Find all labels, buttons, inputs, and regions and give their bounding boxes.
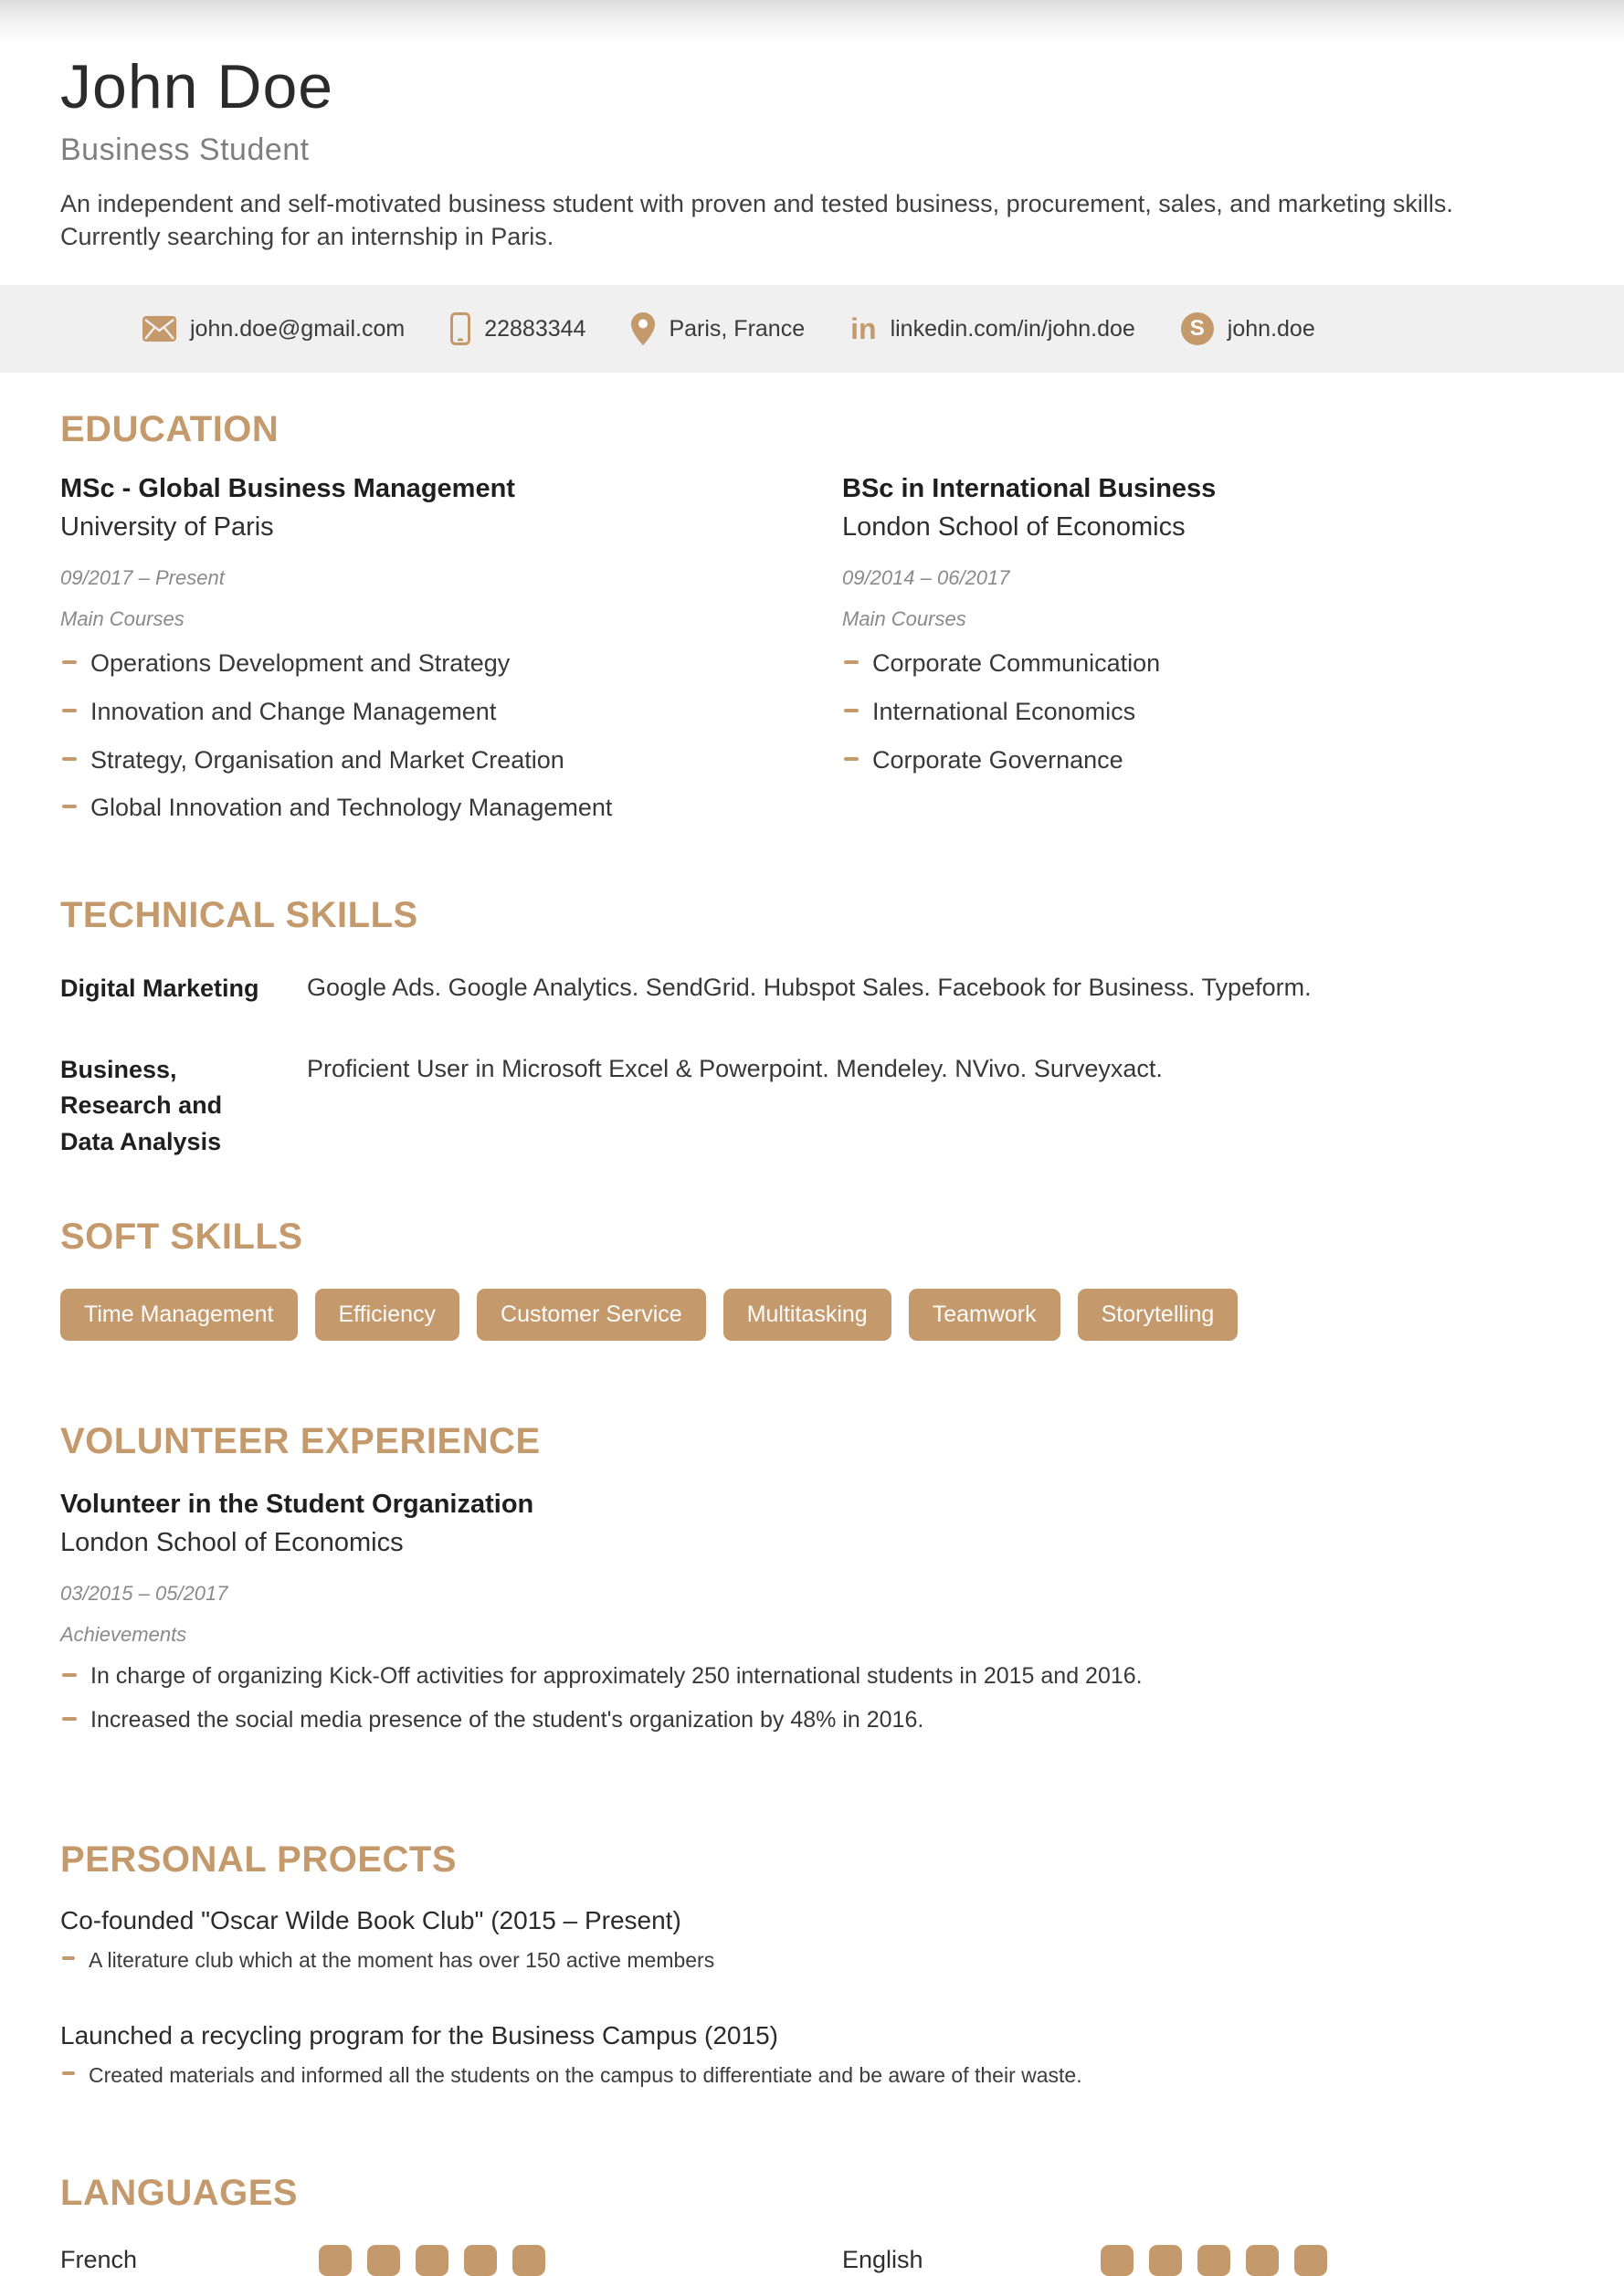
- soft-skill-badges: [60, 1289, 1564, 1341]
- project-bullet: [60, 2062, 1564, 2089]
- project-bullet-text: A literature club which at the moment has over 150 active members: [89, 1948, 715, 1973]
- soft-skills-heading: SOFT SKILLS: [60, 1216, 303, 1257]
- language-level-indicator: [319, 2245, 545, 2276]
- soft-skill-badge: Multitasking: [723, 1289, 891, 1341]
- language-name: French: [60, 2246, 138, 2274]
- language-level-dot: [416, 2245, 448, 2276]
- bullet-dash-icon: [844, 757, 859, 761]
- mobile-phone-icon: [450, 312, 470, 345]
- contact-bar: [0, 285, 1624, 373]
- skill-row-business-research: [60, 1052, 1564, 1159]
- school-name: London School of Economics: [842, 512, 1186, 543]
- skill-category-label: Digital Marketing: [60, 975, 259, 1003]
- course-text: Global Innovation and Technology Management: [90, 794, 613, 822]
- person-name: John Doe: [60, 52, 334, 121]
- language-row-french: [60, 2245, 782, 2276]
- contact-skype-text: john.doe: [1227, 315, 1315, 342]
- courses-label: Main Courses: [842, 607, 966, 631]
- language-level-dot: [1294, 2245, 1327, 2276]
- course-text: Strategy, Organisation and Market Creation: [90, 745, 564, 774]
- course-item: [60, 745, 782, 776]
- language-level-dot: [1197, 2245, 1230, 2276]
- education-entry-msc: [60, 450, 782, 824]
- language-level-dot: [464, 2245, 497, 2276]
- languages-grid: [60, 2245, 1564, 2276]
- courses-label: Main Courses: [60, 607, 185, 631]
- project-bullet: [60, 1947, 1564, 1974]
- course-item: [60, 793, 782, 824]
- section-education: [60, 409, 1564, 824]
- project-title: Co-founded "Oscar Wilde Book Club" (2015 – Present): [60, 1906, 681, 1935]
- projects-heading: PERSONAL PROECTS: [60, 1839, 457, 1881]
- bullet-dash-icon: [62, 805, 77, 808]
- achievements-label: Achievements: [60, 1622, 187, 1646]
- language-level-dot: [367, 2245, 400, 2276]
- soft-skill-badge: Customer Service: [477, 1289, 706, 1341]
- skill-list-text: Proficient User in Microsoft Excel & Powerpoint. Mendeley. NVivo. Surveyxact.: [307, 1055, 1163, 1083]
- achievement-item: [60, 1706, 1564, 1734]
- skill-row-digital-marketing: [60, 971, 1564, 1006]
- soft-skill-badge: Efficiency: [315, 1289, 460, 1341]
- skill-list-text: Google Ads. Google Analytics. SendGrid. Hubspot Sales. Facebook for Business. Typeform.: [307, 974, 1312, 1002]
- skill-category-label: Business, Research and Data Analysis: [60, 1056, 223, 1155]
- contact-email-text: john.doe@gmail.com: [190, 315, 406, 342]
- skype-icon: S: [1181, 312, 1214, 345]
- language-level-dot: [319, 2245, 352, 2276]
- contact-location[interactable]: [631, 312, 805, 345]
- course-text: Innovation and Change Management: [90, 697, 497, 725]
- section-languages: [60, 2173, 1564, 2276]
- degree-title: MSc - Global Business Management: [60, 474, 515, 504]
- resume-body: [0, 409, 1624, 2276]
- volunteer-heading: VOLUNTEER EXPERIENCE: [60, 1420, 541, 1461]
- page-top-shadow: [0, 0, 1624, 42]
- contact-email[interactable]: [142, 316, 405, 342]
- language-row-english: [842, 2245, 1564, 2276]
- course-text: Operations Development and Strategy: [90, 649, 511, 678]
- school-name: University of Paris: [60, 512, 274, 543]
- envelope-icon: [142, 316, 176, 342]
- language-level-dot: [1149, 2245, 1182, 2276]
- project-bullet-text: Created materials and informed all the students on the campus to differentiate and be aware of their waste.: [89, 2063, 1082, 2088]
- achievement-item: [60, 1662, 1564, 1691]
- date-range: 03/2015 – 05/2017: [60, 1581, 228, 1605]
- language-level-dot: [512, 2245, 545, 2276]
- volunteer-role-title: Volunteer in the Student Organization: [60, 1489, 534, 1519]
- contact-phone[interactable]: [450, 312, 585, 345]
- course-text: Corporate Communication: [872, 649, 1161, 678]
- education-entry-bsc: [842, 450, 1564, 824]
- bullet-dash-icon: [844, 660, 859, 664]
- map-pin-icon: [631, 312, 655, 345]
- education-heading: EDUCATION: [60, 409, 279, 450]
- language-level-indicator: [1101, 2245, 1327, 2276]
- date-range: 09/2014 – 06/2017: [842, 566, 1010, 590]
- section-volunteer-experience: [60, 1421, 1564, 1735]
- contact-linkedin[interactable]: [850, 312, 1135, 346]
- contact-location-text: Paris, France: [669, 315, 806, 342]
- course-item: [60, 697, 782, 728]
- degree-title: BSc in International Business: [842, 474, 1217, 504]
- date-range: 09/2017 – Present: [60, 566, 225, 590]
- summary-text: An independent and self-motivated business student with proven and tested business, procurement, sales, and marketing skills. Currently searching for an internship in Paris.: [60, 190, 1453, 251]
- contact-skype[interactable]: [1181, 312, 1315, 345]
- section-technical-skills: [60, 895, 1564, 1160]
- bullet-dash-icon: [62, 2071, 75, 2075]
- course-item: [842, 648, 1564, 680]
- bullet-dash-icon: [844, 709, 859, 712]
- bullet-dash-icon: [62, 1956, 75, 1960]
- volunteer-organization: London School of Economics: [60, 1527, 404, 1557]
- course-text: International Economics: [872, 697, 1136, 725]
- bullet-dash-icon: [62, 757, 77, 761]
- soft-skill-badge: Teamwork: [909, 1289, 1060, 1341]
- bullet-dash-icon: [62, 1673, 77, 1677]
- resume-header: [0, 42, 1624, 254]
- bullet-dash-icon: [62, 709, 77, 712]
- soft-skill-badge: Time Management: [60, 1289, 298, 1341]
- languages-heading: LANGUAGES: [60, 2172, 299, 2213]
- contact-linkedin-text: linkedin.com/in/john.doe: [890, 315, 1135, 342]
- technical-skills-heading: TECHNICAL SKILLS: [60, 895, 418, 936]
- bullet-dash-icon: [62, 660, 77, 664]
- section-soft-skills: [60, 1217, 1564, 1341]
- achievement-text: In charge of organizing Kick-Off activities for approximately 250 international students in 2015 and 2016.: [90, 1662, 1143, 1689]
- language-level-dot: [1101, 2245, 1134, 2276]
- project-title: Launched a recycling program for the Business Campus (2015): [60, 2021, 778, 2050]
- contact-phone-text: 22883344: [484, 315, 586, 342]
- education-grid: [60, 450, 1564, 824]
- achievement-text: Increased the social media presence of the student's organization by 48% in 2016.: [90, 1707, 924, 1733]
- person-job-title: Business Student: [60, 132, 310, 168]
- course-text: Corporate Governance: [872, 745, 1123, 774]
- course-item: [842, 697, 1564, 728]
- language-level-dot: [1246, 2245, 1279, 2276]
- language-name: English: [842, 2246, 923, 2274]
- course-item: [842, 745, 1564, 776]
- linkedin-icon: in: [850, 312, 877, 346]
- section-personal-projects: [60, 1839, 1564, 2089]
- soft-skill-badge: Storytelling: [1078, 1289, 1239, 1341]
- bullet-dash-icon: [62, 1717, 77, 1721]
- course-item: [60, 648, 782, 680]
